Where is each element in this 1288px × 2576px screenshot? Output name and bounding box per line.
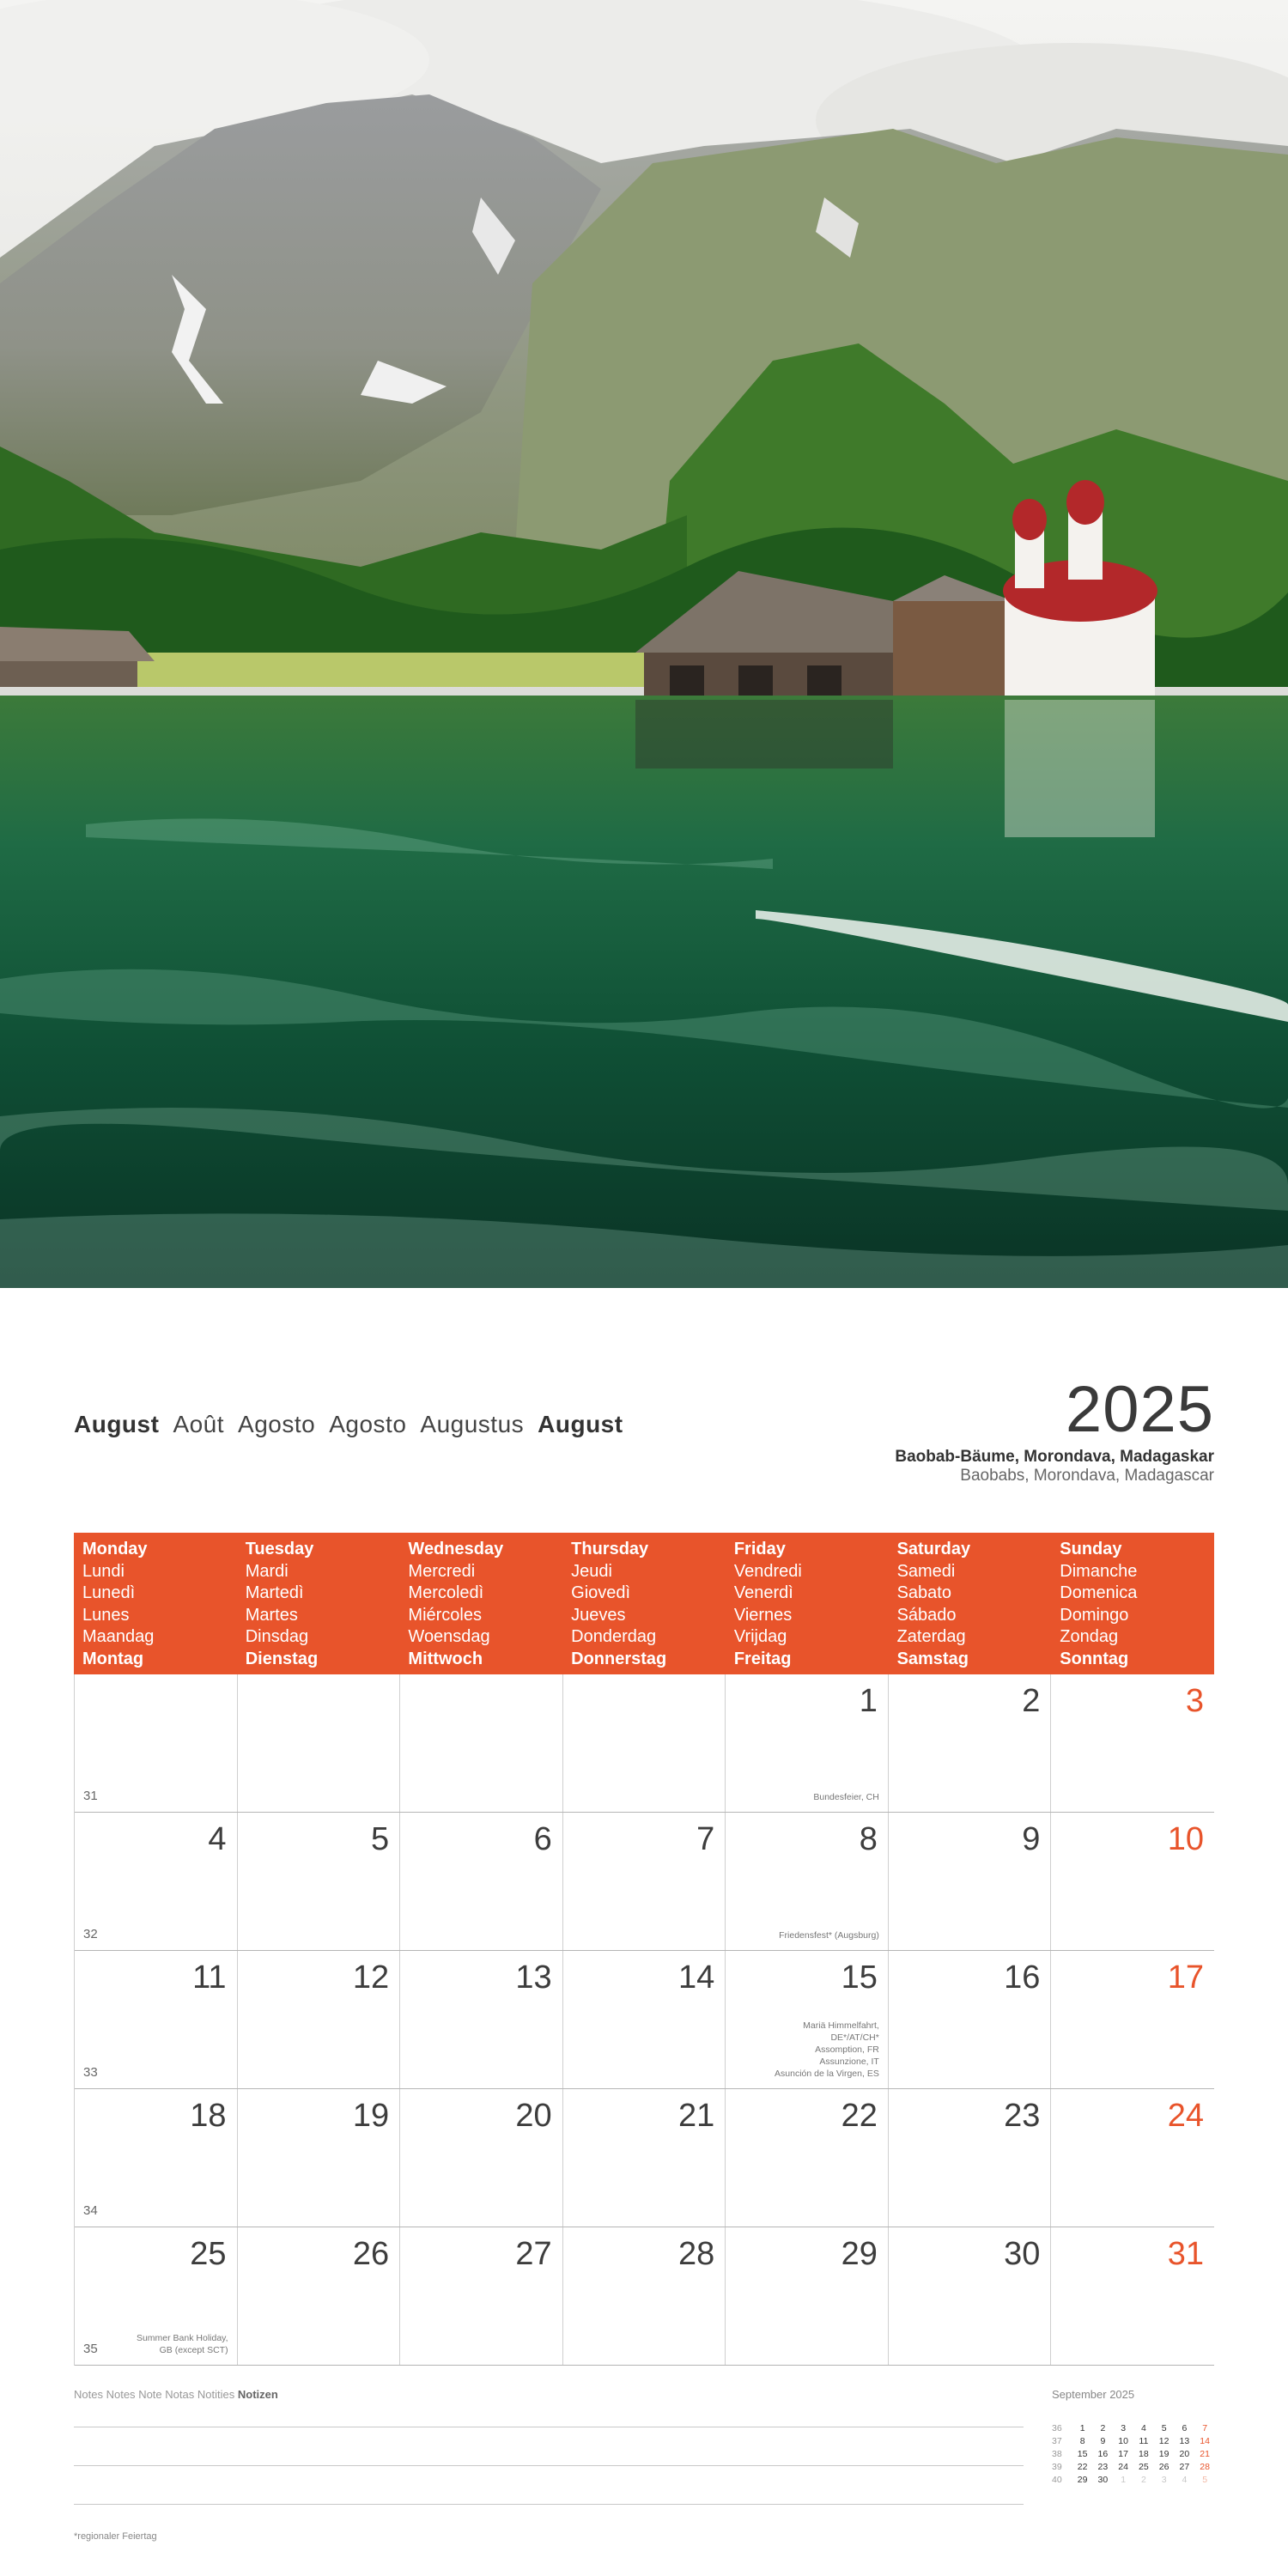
weekday-name-es: Martes: [245, 1605, 298, 1625]
mini-calendar-row: [1052, 2421, 1215, 2434]
mini-day: 14: [1200, 2435, 1210, 2446]
mini-day: 16: [1097, 2448, 1109, 2459]
day-cell[interactable]: [889, 1951, 1052, 2088]
holiday-label: Friedensfest* (Augsburg): [779, 1930, 879, 1941]
weekday-header-cell: [889, 1533, 1052, 1674]
week-row: [75, 1813, 1214, 1951]
day-cell[interactable]: [400, 2227, 563, 2365]
day-cell[interactable]: [238, 1951, 401, 2088]
weekday-name-en: Wednesday: [408, 1540, 504, 1558]
mini-week-number: 40: [1052, 2474, 1062, 2485]
empty-day-cell: [238, 1674, 401, 1812]
weekday-name-fr: Mardi: [245, 1561, 289, 1581]
mini-day: 15: [1077, 2448, 1088, 2459]
day-cell[interactable]: [400, 1813, 563, 1950]
weekday-name-de: Freitag: [733, 1649, 792, 1668]
day-cell[interactable]: [726, 1813, 889, 1950]
day-number: 25: [190, 2236, 227, 2272]
day-cell[interactable]: [889, 1813, 1052, 1950]
day-cell[interactable]: [563, 1951, 726, 2088]
weekday-name-en: Sunday: [1060, 1540, 1122, 1558]
weekday-header-cell: [74, 1533, 237, 1674]
day-number: 12: [352, 1959, 390, 1996]
notes-line[interactable]: [74, 2504, 1024, 2505]
notes-label-es: Notas: [165, 2388, 195, 2401]
weekday-name-de: Montag: [82, 1649, 144, 1668]
day-cell[interactable]: [238, 2227, 401, 2365]
weekday-name-it: Domenica: [1060, 1583, 1138, 1602]
mini-day: 10: [1118, 2435, 1128, 2446]
day-cell[interactable]: [1051, 2227, 1214, 2365]
day-cell[interactable]: [889, 2089, 1052, 2227]
day-cell[interactable]: [238, 2089, 401, 2227]
day-cell[interactable]: [563, 1813, 726, 1950]
week-number: 33: [83, 2065, 98, 2080]
day-number: 4: [208, 1821, 227, 1857]
footnote: *regionaler Feiertag: [74, 2531, 157, 2542]
mini-calendar-row: [1052, 2460, 1215, 2473]
day-number: 28: [678, 2236, 715, 2272]
month-name-fr: Août: [173, 1411, 225, 1437]
weekday-header: [74, 1533, 1214, 1674]
notes-label-de: Notizen: [237, 2388, 278, 2401]
weekday-name-de: Donnerstag: [571, 1649, 667, 1668]
day-number: 20: [515, 2098, 552, 2134]
weekday-name-fr: Samedi: [896, 1561, 956, 1581]
weekday-name-de: Samstag: [896, 1649, 969, 1668]
day-cell[interactable]: [1051, 1951, 1214, 2088]
day-number-sunday: 17: [1167, 1959, 1204, 1996]
mini-day: 2: [1100, 2422, 1106, 2433]
notes-line[interactable]: [74, 2465, 1024, 2466]
photo-caption-secondary: Baobabs, Morondava, Madagascar: [960, 1467, 1214, 1485]
mini-day: 26: [1158, 2461, 1170, 2472]
day-cell[interactable]: [1051, 2089, 1214, 2227]
month-names: [74, 1411, 637, 1438]
mini-week-number: 39: [1052, 2461, 1062, 2472]
mini-day: 6: [1182, 2422, 1188, 2433]
weekday-name-it: Giovedì: [571, 1583, 631, 1602]
mini-day: 21: [1200, 2448, 1210, 2459]
day-cell[interactable]: [75, 1951, 238, 2088]
day-cell[interactable]: [726, 1951, 889, 2088]
week-row: [75, 1674, 1214, 1813]
day-number: 16: [1004, 1959, 1041, 1996]
day-number: 1: [859, 1683, 878, 1719]
weekday-name-nl: Maandag: [82, 1627, 155, 1646]
mini-day: 4: [1140, 2422, 1146, 2433]
weekday-name-it: Lunedì: [82, 1583, 136, 1602]
weekday-name-en: Thursday: [571, 1540, 649, 1558]
mini-day: 8: [1079, 2435, 1085, 2446]
day-number: 8: [859, 1821, 878, 1857]
weekday-name-en: Friday: [733, 1540, 786, 1558]
mini-day: 20: [1179, 2448, 1190, 2459]
day-number: 9: [1022, 1821, 1041, 1857]
weekday-name-it: Mercoledì: [408, 1583, 484, 1602]
day-number: 6: [533, 1821, 552, 1857]
day-cell[interactable]: [75, 2227, 238, 2365]
mini-day: 13: [1179, 2435, 1190, 2446]
day-cell[interactable]: [400, 1951, 563, 2088]
weekday-name-nl: Woensdag: [408, 1627, 490, 1646]
weekday-name-de: Dienstag: [245, 1649, 319, 1668]
day-number: 2: [1022, 1683, 1041, 1719]
weekday-header-cell: [1051, 1533, 1214, 1674]
mini-day: 12: [1158, 2435, 1170, 2446]
day-number: 14: [678, 1959, 715, 1996]
day-cell[interactable]: [75, 2089, 238, 2227]
mini-day: 24: [1118, 2461, 1128, 2472]
day-number-sunday: 31: [1167, 2236, 1204, 2272]
mini-day: 17: [1118, 2448, 1128, 2459]
weekday-header-cell: [562, 1533, 726, 1674]
weekday-name-it: Martedì: [245, 1583, 304, 1602]
mini-calendar-title: September 2025: [1052, 2388, 1135, 2401]
week-row: [75, 2227, 1214, 2366]
day-number: 27: [515, 2236, 552, 2272]
day-number: 13: [515, 1959, 552, 1996]
day-number: 26: [352, 2236, 390, 2272]
day-cell[interactable]: [238, 1813, 401, 1950]
weekday-header-cell: [399, 1533, 562, 1674]
day-number: 21: [678, 2098, 715, 2134]
mini-day: 11: [1139, 2435, 1149, 2446]
weekday-name-en: Monday: [82, 1540, 148, 1558]
calendar-grid: [74, 1533, 1214, 2366]
mini-week-number: 38: [1052, 2448, 1062, 2459]
month-name-de: August: [538, 1411, 623, 1437]
day-number: 7: [696, 1821, 715, 1857]
day-number: 22: [841, 2098, 878, 2134]
weekday-name-es: Jueves: [571, 1605, 626, 1625]
weekday-name-es: Miércoles: [408, 1605, 482, 1625]
day-cell[interactable]: [889, 1674, 1052, 1812]
weekday-name-fr: Mercredi: [408, 1561, 476, 1581]
week-row: [75, 2089, 1214, 2227]
weekday-name-nl: Donderdag: [571, 1627, 657, 1646]
day-number: 19: [352, 2098, 390, 2134]
mini-day: 9: [1100, 2435, 1106, 2446]
mini-day: 28: [1200, 2461, 1210, 2472]
weekday-name-de: Sonntag: [1060, 1649, 1129, 1668]
mini-week-number: 37: [1052, 2435, 1062, 2446]
weekday-name-fr: Lundi: [82, 1561, 125, 1581]
holiday-label: Mariä Himmelfahrt, DE*/AT/CH* Assomption, FR Assunzione, IT Asunción de la Virgen, ES: [775, 2020, 879, 2079]
week-number: 32: [83, 1927, 98, 1941]
day-number: 18: [190, 2098, 227, 2134]
weekday-name-it: Sabato: [896, 1583, 951, 1602]
day-cell[interactable]: [726, 1674, 889, 1812]
mini-day: 5: [1161, 2422, 1167, 2433]
week-number: 35: [83, 2342, 98, 2356]
mini-day: 27: [1179, 2461, 1190, 2472]
day-cell[interactable]: [563, 2227, 726, 2365]
mini-day: 30: [1097, 2474, 1109, 2485]
mini-day: 2: [1140, 2474, 1146, 2485]
day-number: 15: [841, 1959, 878, 1996]
empty-day-cell: [75, 1674, 238, 1812]
day-number: 29: [841, 2236, 878, 2272]
day-number-sunday: 24: [1167, 2098, 1204, 2134]
mini-day: 7: [1202, 2422, 1208, 2433]
holiday-label: Summer Bank Holiday, GB (except SCT): [136, 2333, 228, 2355]
photo-caption-primary: Baobab-Bäume, Morondava, Madagaskar: [895, 1448, 1214, 1466]
mini-day: 25: [1139, 2461, 1149, 2472]
empty-day-cell: [563, 1674, 726, 1812]
weekday-name-es: Sábado: [896, 1605, 957, 1625]
weekday-name-nl: Zaterdag: [896, 1627, 966, 1646]
weekday-name-en: Saturday: [896, 1540, 971, 1558]
mini-day: 5: [1202, 2474, 1208, 2485]
week-number: 31: [83, 1789, 98, 1803]
mini-week-number: 36: [1052, 2422, 1062, 2433]
weekday-name-de: Mittwoch: [408, 1649, 483, 1668]
mini-day: 29: [1077, 2474, 1088, 2485]
empty-day-cell: [400, 1674, 563, 1812]
weekday-header-cell: [726, 1533, 889, 1674]
mini-day: 18: [1139, 2448, 1149, 2459]
mini-day: 1: [1121, 2474, 1127, 2485]
weekday-name-nl: Vrijdag: [733, 1627, 787, 1646]
notes-label-it: Note: [138, 2388, 162, 2401]
weekday-name-fr: Jeudi: [571, 1561, 612, 1581]
notes-label-fr: Notes: [106, 2388, 136, 2401]
weekday-name-fr: Vendredi: [733, 1561, 802, 1581]
day-cell[interactable]: [1051, 1813, 1214, 1950]
week-number: 34: [83, 2203, 98, 2218]
weekday-name-es: Viernes: [733, 1605, 793, 1625]
mini-calendar-row: [1052, 2473, 1215, 2486]
day-number: 23: [1004, 2098, 1041, 2134]
day-cell[interactable]: [563, 2089, 726, 2227]
mini-day: 3: [1121, 2422, 1127, 2433]
mini-calendar: [1052, 2421, 1215, 2486]
week-row: [75, 1951, 1214, 2089]
day-cell[interactable]: [75, 1813, 238, 1950]
weekday-name-es: Domingo: [1060, 1605, 1129, 1625]
notes-label-nl: Notities: [197, 2388, 235, 2401]
day-cell[interactable]: [726, 2227, 889, 2365]
mini-day: 22: [1077, 2461, 1088, 2472]
month-name-nl: Augustus: [420, 1411, 525, 1437]
calendar-weeks: [74, 1674, 1214, 2366]
weekday-name-fr: Dimanche: [1060, 1561, 1138, 1581]
day-cell[interactable]: [400, 2089, 563, 2227]
weekday-name-nl: Zondag: [1060, 1627, 1119, 1646]
weekday-header-cell: [237, 1533, 400, 1674]
year-title: 2025: [1065, 1373, 1214, 1446]
mini-calendar-row: [1052, 2434, 1215, 2447]
holiday-label: Bundesfeier, CH: [813, 1792, 879, 1802]
day-number-sunday: 3: [1185, 1683, 1204, 1719]
notes-label-en: Notes: [74, 2388, 103, 2401]
day-number: 11: [192, 1959, 227, 1996]
weekday-name-es: Lunes: [82, 1605, 130, 1625]
mini-day: 19: [1158, 2448, 1170, 2459]
day-cell[interactable]: [1051, 1674, 1214, 1812]
day-cell[interactable]: [726, 2089, 889, 2227]
mini-day: 1: [1079, 2422, 1085, 2433]
mini-calendar-row: [1052, 2447, 1215, 2460]
mini-day: 23: [1097, 2461, 1109, 2472]
day-cell[interactable]: [889, 2227, 1052, 2365]
notes-label: [74, 2388, 278, 2401]
day-number: 5: [371, 1821, 390, 1857]
weekday-name-nl: Dinsdag: [245, 1627, 309, 1646]
weekday-name-en: Tuesday: [245, 1540, 314, 1558]
day-number-sunday: 10: [1167, 1821, 1204, 1857]
weekday-name-it: Venerdì: [733, 1583, 793, 1602]
mini-day: 4: [1182, 2474, 1188, 2485]
month-name-es: Agosto: [329, 1411, 407, 1437]
month-name-en: August: [74, 1411, 160, 1437]
day-number: 30: [1004, 2236, 1041, 2272]
mini-day: 3: [1161, 2474, 1167, 2485]
month-name-it: Agosto: [238, 1411, 316, 1437]
